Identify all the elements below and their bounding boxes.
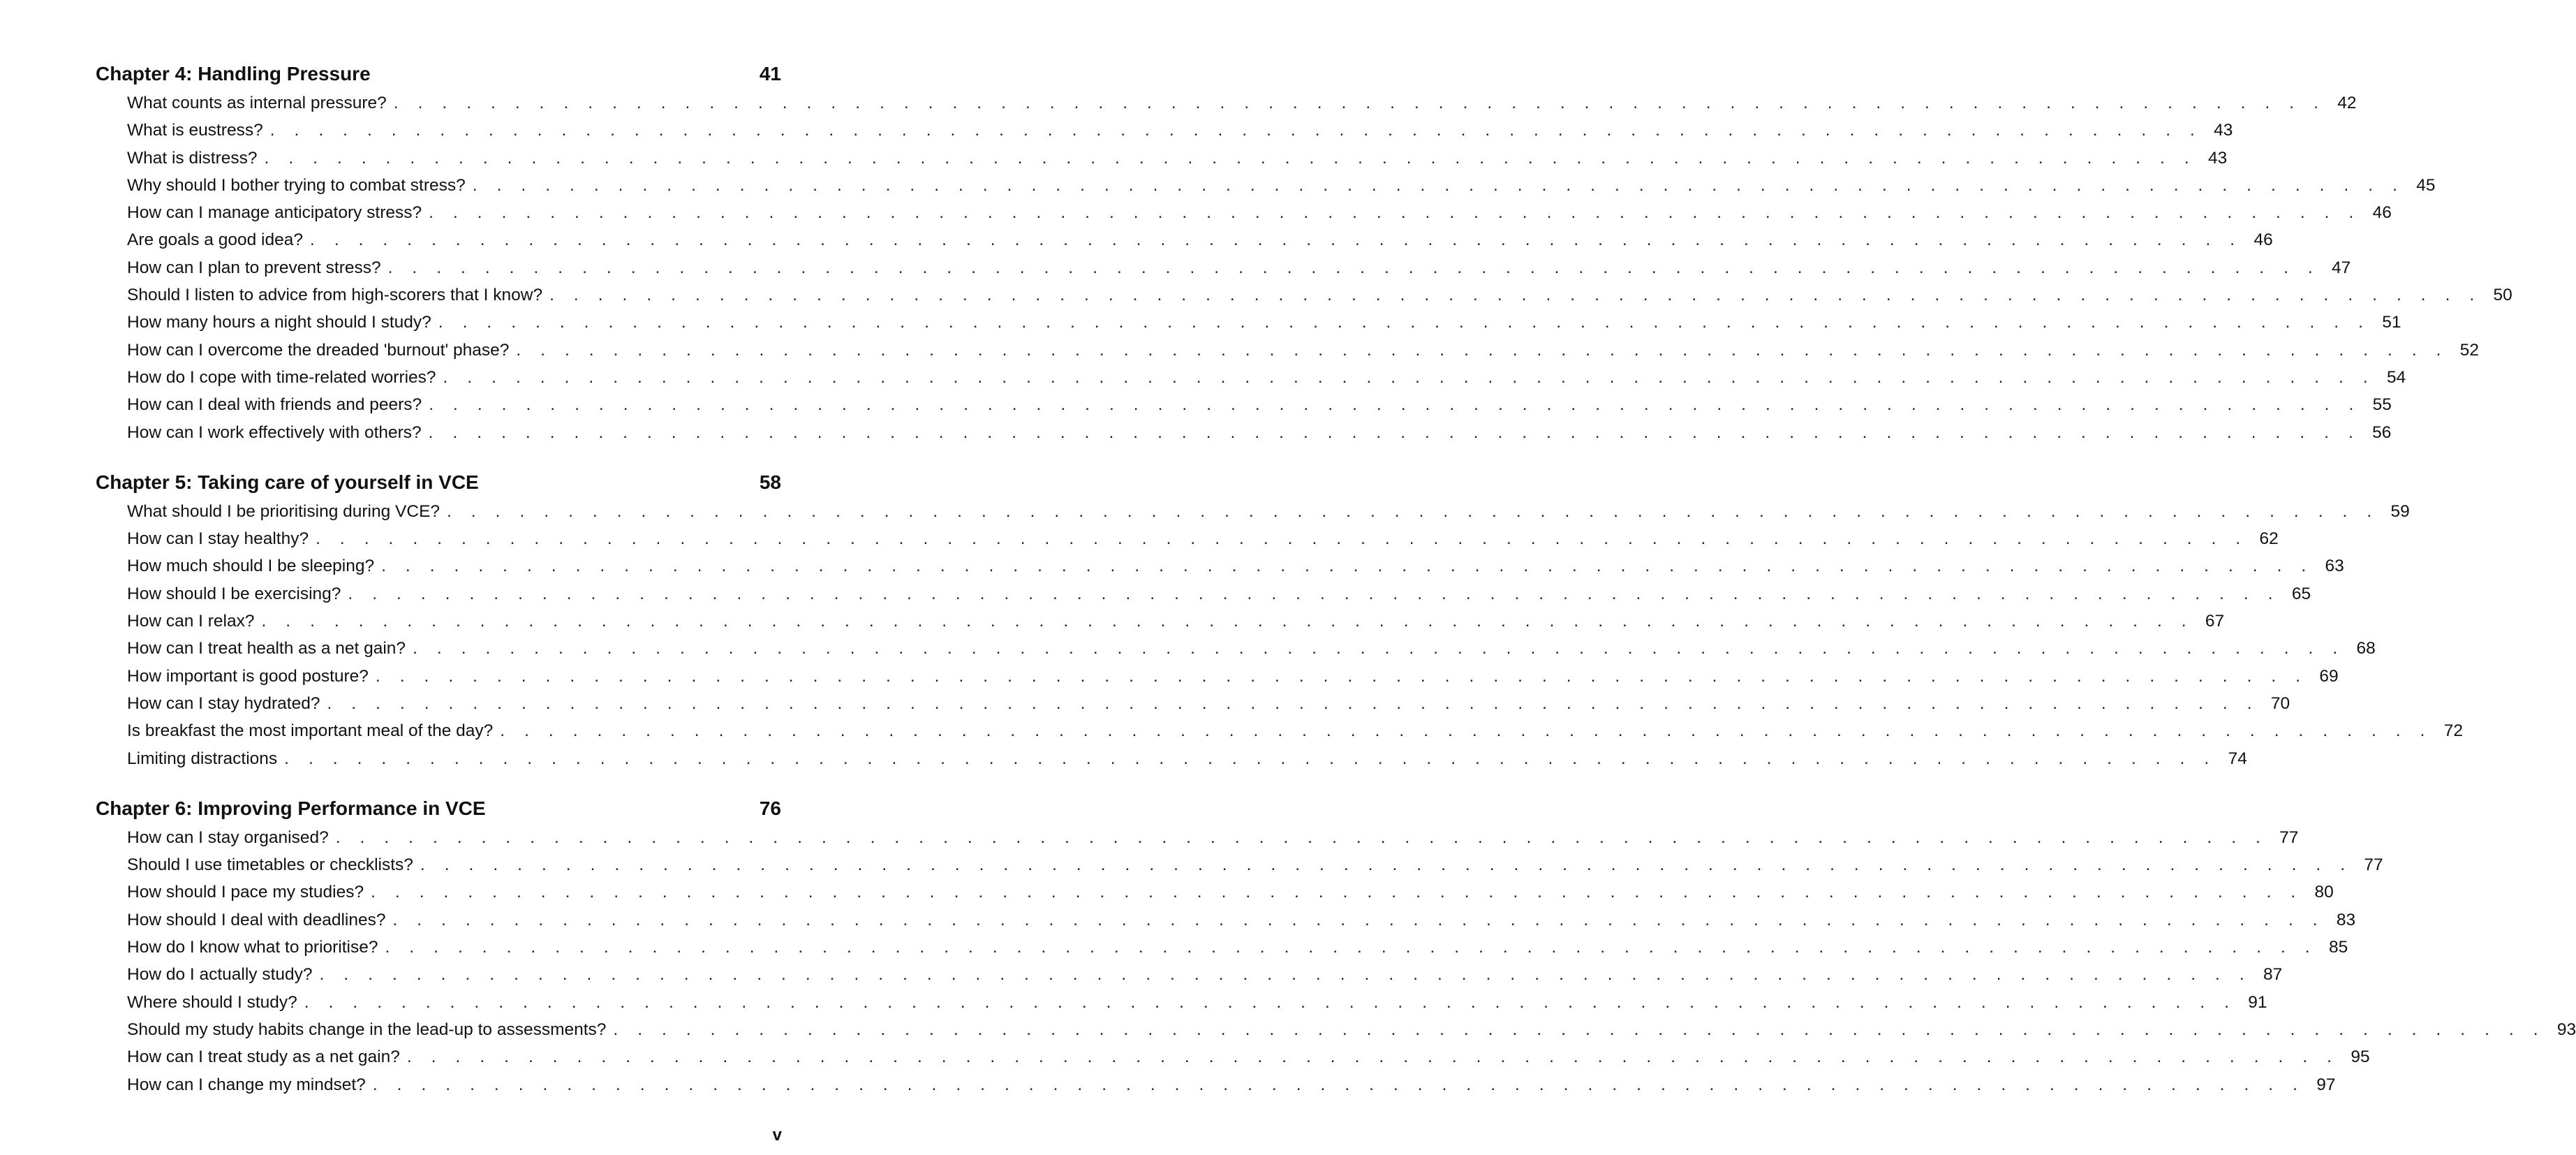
dot-leader: . . . . . . . . . . . . . . . . . . . . . . . . . . . . . . . . . . . . . . . . . . . . . . . . . . . . . . . . . . . . . . . . . . . . . . . . . . . . . . . . <box>372 1075 2305 1094</box>
chapter-section <box>96 797 2576 1103</box>
dot-leader: . . . . . . . . . . . . . . . . . . . . . . . . . . . . . . . . . . . . . . . . . . . . . . . . . . . . . . . . . . . . . . . . . . . . . . . . . . . . . . . . <box>428 422 2361 442</box>
dot-leader: . . . . . . . . . . . . . . . . . . . . . . . . . . . . . . . . . . . . . . . . . . . . . . . . . . . . . . . . . . . . . . . . . . . . . . . . . . . . . . . . <box>420 855 2353 875</box>
toc-entry-title: What counts as internal pressure? <box>127 94 387 112</box>
toc-entry[interactable] <box>96 313 2401 340</box>
toc-entry[interactable] <box>96 367 2406 395</box>
toc-entry[interactable] <box>96 286 2512 313</box>
dot-leader: . . . . . . . . . . . . . . . . . . . . . . . . . . . . . . . . . . . . . . . . . . . . . . . . . . . . . . . . . . . . . . . . . . . . . . . . . . . . . . . . <box>335 827 2268 847</box>
toc-entry[interactable] <box>96 340 2480 368</box>
dot-leader: . . . . . . . . . . . . . . . . . . . . . . . . . . . . . . . . . . . . . . . . . . . . . . . . . . . . . . . . . . . . . . . . . . . . . . . . . . . . . . . . <box>438 313 2371 332</box>
toc-entry[interactable] <box>96 230 2273 258</box>
toc-entry-title: How can I treat health as a net gain? <box>127 639 406 659</box>
toc-entry-page-number: 83 <box>2336 910 2356 929</box>
toc-entry[interactable] <box>96 721 2463 749</box>
dot-leader: . . . . . . . . . . . . . . . . . . . . . . . . . . . . . . . . . . . . . . . . . . . . . . . . . . . . . . . . . . . . . . . . . . . . . . . . . . . . . . . . <box>393 94 2326 112</box>
toc-entry-title: How can I change my mindset? <box>127 1075 366 1094</box>
toc-entry-title: How should I pace my studies? <box>127 883 364 902</box>
dot-leader: . . . . . . . . . . . . . . . . . . . . . . . . . . . . . . . . . . . . . . . . . . . . . . . . . . . . . . . . . . . . . . . . . . . . . . . . . . . . . . . . <box>348 584 2281 603</box>
toc-entry-title: Should my study habits change in the lead-up to assessments? <box>127 1020 607 1039</box>
chapter-heading[interactable] <box>96 797 781 828</box>
dot-leader: . . . . . . . . . . . . . . . . . . . . . . . . . . . . . . . . . . . . . . . . . . . . . . . . . . . . . . . . . . . . . . . . . . . . . . . . . . . . . . . . <box>385 938 2318 957</box>
toc-entry[interactable] <box>96 639 2376 666</box>
chapter-page-number: 76 <box>759 797 781 819</box>
toc-entry[interactable] <box>96 855 2383 883</box>
toc-entry[interactable] <box>96 501 2410 529</box>
toc-entry[interactable] <box>96 992 2267 1020</box>
toc-entry[interactable] <box>96 121 2233 148</box>
dot-leader: . . . . . . . . . . . . . . . . . . . . . . . . . . . . . . . . . . . . . . . . . . . . . . . . . . . . . . . . . . . . . . . . . . . . . . . . . . . . . . . . <box>327 693 2260 713</box>
dot-leader: . . . . . . . . . . . . . . . . . . . . . . . . . . . . . . . . . . . . . . . . . . . . . . . . . . . . . . . . . . . . . . . . . . . . . . . . . . . . . . . . <box>371 883 2303 902</box>
toc-entry-page-number: 80 <box>2314 883 2334 902</box>
toc-entry[interactable] <box>96 148 2228 176</box>
dot-leader: . . . . . . . . . . . . . . . . . . . . . . . . . . . . . . . . . . . . . . . . . . . . . . . . . . . . . . . . . . . . . . . . . . . . . . . . . . . . . . . . <box>316 529 2248 549</box>
toc-entry[interactable] <box>96 883 2334 910</box>
toc-entry-page-number: 51 <box>2382 313 2401 332</box>
toc-entry-title: How many hours a night should I study? <box>127 313 431 332</box>
toc-entry[interactable] <box>96 422 2392 450</box>
toc-entry-page-number: 68 <box>2356 639 2376 659</box>
toc-entry[interactable] <box>96 693 2290 721</box>
dot-leader: . . . . . . . . . . . . . . . . . . . . . . . . . . . . . . . . . . . . . . . . . . . . . . . . . . . . . . . . . . . . . . . . . . . . . . . . . . . . . . . . <box>472 175 2405 195</box>
toc-entry-title: How can I stay hydrated? <box>127 693 320 713</box>
toc-entry-title: How do I actually study? <box>127 965 313 985</box>
toc-entry-page-number: 69 <box>2319 666 2339 686</box>
toc-entry[interactable] <box>96 203 2392 230</box>
toc-entry[interactable] <box>96 612 2225 639</box>
toc-entry-page-number: 46 <box>2253 230 2273 250</box>
toc-entry[interactable] <box>96 94 2357 121</box>
toc-entry-title: How do I cope with time-related worries? <box>127 367 436 387</box>
dot-leader: . . . . . . . . . . . . . . . . . . . . . . . . . . . . . . . . . . . . . . . . . . . . . . . . . . . . . . . . . . . . . . . . . . . . . . . . . . . . . . . . <box>429 395 2361 415</box>
dot-leader: . . . . . . . . . . . . . . . . . . . . . . . . . . . . . . . . . . . . . . . . . . . . . . . . . . . . . . . . . . . . . . . . . . . . . . . . . . . . . . . . <box>319 965 2252 985</box>
toc-entry-title: How can I plan to prevent stress? <box>127 258 381 277</box>
toc-entry-page-number: 62 <box>2259 529 2279 549</box>
toc-entry-page-number: 65 <box>2291 584 2311 603</box>
toc-entry-title: How can I overcome the dreaded 'burnout' phase? <box>127 340 510 360</box>
toc-entry[interactable] <box>96 395 2392 422</box>
toc-entry[interactable] <box>96 557 2344 584</box>
toc-entry-page-number: 70 <box>2270 693 2290 713</box>
chapter-page-number: 41 <box>759 63 781 84</box>
chapter-title: Chapter 6: Improving Performance in VCE <box>96 797 486 819</box>
toc-entry-title: What should I be prioritising during VCE? <box>127 501 441 521</box>
toc-entry-title: Where should I study? <box>127 992 297 1012</box>
toc-entry[interactable] <box>96 666 2339 694</box>
toc-entry[interactable] <box>96 1020 2576 1047</box>
chapter-title: Chapter 5: Taking care of yourself in VCE <box>96 471 479 493</box>
toc-entry-page-number: 46 <box>2372 203 2392 223</box>
chapter-section <box>96 63 2512 450</box>
toc-entry-page-number: 54 <box>2386 367 2406 387</box>
toc-entry-page-number: 72 <box>2443 721 2463 741</box>
toc-entry-title: Are goals a good idea? <box>127 230 303 250</box>
toc-entry-title: How can I deal with friends and peers? <box>127 395 422 415</box>
toc-entry-page-number: 95 <box>2351 1047 2370 1067</box>
toc-entry[interactable] <box>96 965 2283 992</box>
dot-leader: . . . . . . . . . . . . . . . . . . . . . . . . . . . . . . . . . . . . . . . . . . . . . . . . . . . . . . . . . . . . . . . . . . . . . . . . . . . . . . . . <box>429 203 2361 223</box>
toc-entry[interactable] <box>96 529 2279 557</box>
toc-entry-title: Should I use timetables or checklists? <box>127 855 413 875</box>
toc-entry-page-number: 74 <box>2228 749 2247 768</box>
toc-entry-title: How can I work effectively with others? <box>127 422 422 442</box>
dot-leader: . . . . . . . . . . . . . . . . . . . . . . . . . . . . . . . . . . . . . . . . . . . . . . . . . . . . . . . . . . . . . . . . . . . . . . . . . . . . . . . . <box>500 721 2432 741</box>
chapter-title: Chapter 4: Handling Pressure <box>96 63 371 84</box>
toc-entry[interactable] <box>96 175 2436 203</box>
toc-entry-page-number: 43 <box>2214 121 2233 140</box>
chapter-section <box>96 471 2463 777</box>
chapter-heading[interactable] <box>96 471 781 502</box>
toc-entry[interactable] <box>96 938 2348 965</box>
toc-entry-page-number: 91 <box>2248 992 2267 1012</box>
table-of-contents <box>96 63 2576 1124</box>
dot-leader: . . . . . . . . . . . . . . . . . . . . . . . . . . . . . . . . . . . . . . . . . . . . . . . . . . . . . . . . . . . . . . . . . . . . . . . . . . . . . . . . <box>381 557 2314 576</box>
toc-entry-title: Limiting distractions <box>127 749 278 768</box>
toc-entry[interactable] <box>96 258 2351 286</box>
dot-leader: . . . . . . . . . . . . . . . . . . . . . . . . . . . . . . . . . . . . . . . . . . . . . . . . . . . . . . . . . . . . . . . . . . . . . . . . . . . . . . . . <box>375 666 2308 686</box>
toc-entry[interactable] <box>96 749 2247 777</box>
toc-entry-page-number: 63 <box>2325 557 2344 576</box>
dot-leader: . . . . . . . . . . . . . . . . . . . . . . . . . . . . . . . . . . . . . . . . . . . . . . . . . . . . . . . . . . . . . . . . . . . . . . . . . . . . . . . . <box>443 367 2376 387</box>
dot-leader: . . . . . . . . . . . . . . . . . . . . . . . . . . . . . . . . . . . . . . . . . . . . . . . . . . . . . . . . . . . . . . . . . . . . . . . . . . . . . . . . <box>310 230 2242 250</box>
toc-entry-page-number: 77 <box>2364 855 2383 875</box>
toc-entry-title: How can I stay healthy? <box>127 529 309 549</box>
toc-entry-page-number: 67 <box>2205 612 2225 631</box>
toc-entry-page-number: 56 <box>2372 422 2392 442</box>
dot-leader: . . . . . . . . . . . . . . . . . . . . . . . . . . . . . . . . . . . . . . . . . . . . . . . . . . . . . . . . . . . . . . . . . . . . . . . . . . . . . . . . <box>284 749 2216 768</box>
dot-leader: . . . . . . . . . . . . . . . . . . . . . . . . . . . . . . . . . . . . . . . . . . . . . . . . . . . . . . . . . . . . . . . . . . . . . . . . . . . . . . . . <box>387 258 2320 277</box>
toc-entry-page-number: 47 <box>2332 258 2351 277</box>
toc-entry[interactable] <box>96 910 2356 938</box>
toc-entry-title: How can I manage anticipatory stress? <box>127 203 422 223</box>
toc-entry-page-number: 50 <box>2493 286 2512 305</box>
toc-entry-page-number: 87 <box>2263 965 2283 985</box>
toc-entry[interactable] <box>96 1075 2336 1103</box>
toc-entry-title: How should I deal with deadlines? <box>127 910 386 929</box>
toc-entry[interactable] <box>96 827 2299 855</box>
toc-entry-title: What is eustress? <box>127 121 263 140</box>
dot-leader: . . . . . . . . . . . . . . . . . . . . . . . . . . . . . . . . . . . . . . . . . . . . . . . . . . . . . . . . . . . . . . . . . . . . . . . . . . . . . . . . <box>392 910 2325 929</box>
toc-entry-title: How can I stay organised? <box>127 827 329 847</box>
toc-entry-page-number: 43 <box>2207 148 2228 168</box>
toc-entry-title: What is distress? <box>127 148 258 168</box>
dot-leader: . . . . . . . . . . . . . . . . . . . . . . . . . . . . . . . . . . . . . . . . . . . . . . . . . . . . . . . . . . . . . . . . . . . . . . . . . . . . . . . . <box>413 639 2345 659</box>
toc-entry-page-number: 77 <box>2279 827 2299 847</box>
dot-leader: . . . . . . . . . . . . . . . . . . . . . . . . . . . . . . . . . . . . . . . . . . . . . . . . . . . . . . . . . . . . . . . . . . . . . . . . . . . . . . . . <box>406 1047 2339 1067</box>
toc-entry-page-number: 93 <box>2556 1020 2576 1039</box>
dot-leader: . . . . . . . . . . . . . . . . . . . . . . . . . . . . . . . . . . . . . . . . . . . . . . . . . . . . . . . . . . . . . . . . . . . . . . . . . . . . . . . . <box>516 340 2449 360</box>
page-number-folio: v <box>772 1126 782 1145</box>
dot-leader: . . . . . . . . . . . . . . . . . . . . . . . . . . . . . . . . . . . . . . . . . . . . . . . . . . . . . . . . . . . . . . . . . . . . . . . . . . . . . . . . <box>549 286 2482 305</box>
toc-entry-title: Why should I bother trying to combat stress? <box>127 175 466 195</box>
toc-entry-page-number: 55 <box>2372 395 2392 415</box>
toc-entry-page-number: 59 <box>2390 501 2410 521</box>
dot-leader: . . . . . . . . . . . . . . . . . . . . . . . . . . . . . . . . . . . . . . . . . . . . . . . . . . . . . . . . . . . . . . . . . . . . . . . . . . . . . . . . <box>269 121 2203 140</box>
toc-entry-title: How should I be exercising? <box>127 584 341 603</box>
toc-entry[interactable] <box>96 1047 2370 1075</box>
toc-entry-page-number: 97 <box>2316 1075 2336 1094</box>
dot-leader: . . . . . . . . . . . . . . . . . . . . . . . . . . . . . . . . . . . . . . . . . . . . . . . . . . . . . . . . . . . . . . . . . . . . . . . . . . . . . . . . <box>264 148 2197 168</box>
chapter-page-number: 58 <box>759 471 781 493</box>
toc-entry-title: How can I relax? <box>127 612 255 631</box>
toc-entry-page-number: 85 <box>2328 938 2348 957</box>
toc-entry-title: Should I listen to advice from high-scorers that I know? <box>127 286 543 305</box>
chapter-heading[interactable] <box>96 63 781 94</box>
toc-entry-title: Is breakfast the most important meal of the day? <box>127 721 494 741</box>
toc-entry-page-number: 52 <box>2459 340 2480 360</box>
toc-entry-title: How do I know what to prioritise? <box>127 938 378 957</box>
toc-entry-title: How much should I be sleeping? <box>127 557 375 576</box>
dot-leader: . . . . . . . . . . . . . . . . . . . . . . . . . . . . . . . . . . . . . . . . . . . . . . . . . . . . . . . . . . . . . . . . . . . . . . . . . . . . . . . . <box>613 1020 2546 1039</box>
toc-entry-page-number: 42 <box>2337 94 2357 112</box>
dot-leader: . . . . . . . . . . . . . . . . . . . . . . . . . . . . . . . . . . . . . . . . . . . . . . . . . . . . . . . . . . . . . . . . . . . . . . . . . . . . . . . . <box>447 501 2379 521</box>
dot-leader: . . . . . . . . . . . . . . . . . . . . . . . . . . . . . . . . . . . . . . . . . . . . . . . . . . . . . . . . . . . . . . . . . . . . . . . . . . . . . . . . <box>304 992 2237 1012</box>
dot-leader: . . . . . . . . . . . . . . . . . . . . . . . . . . . . . . . . . . . . . . . . . . . . . . . . . . . . . . . . . . . . . . . . . . . . . . . . . . . . . . . . <box>261 612 2194 631</box>
toc-entry-title: How can I treat study as a net gain? <box>127 1047 400 1067</box>
toc-entry-page-number: 45 <box>2416 175 2436 195</box>
toc-entry[interactable] <box>96 584 2311 612</box>
toc-entry-title: How important is good posture? <box>127 666 369 686</box>
